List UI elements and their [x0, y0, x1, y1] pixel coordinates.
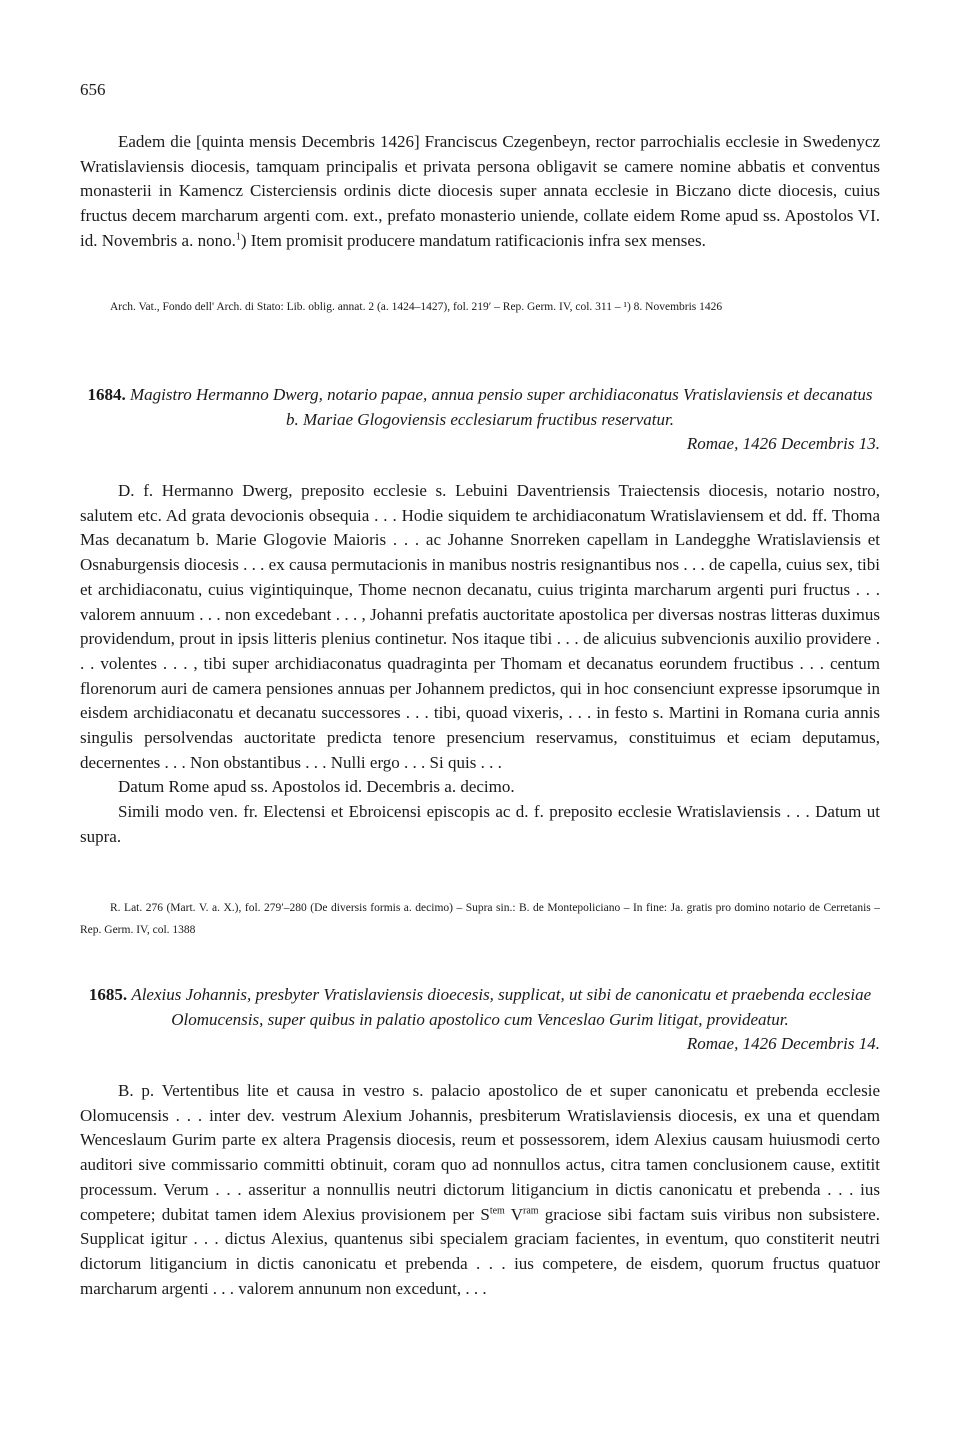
entry-number: 1684.	[87, 385, 126, 404]
intro-paragraph	[80, 130, 880, 254]
intro-text: Eadem die [quinta mensis Decembris 1426] Franciscus Czegenbeyn, rector parrochialis ecclesie in Swedenycz Wratislaviensis diocesis, tamquam principalis et privata persona obligavit se camere nomine abbatis et conventus monasterii in Kamencz Cisterciensis ordinis dicte diocesis super annata ecclesie in Biczano dicte diocesis, cuius fructus decem marcharum argenti com. ext., prefato monasterio uniende, collate eidem Rome apud ss. Apostolos VI. id. Novembris a. nono.	[80, 132, 880, 250]
entry-body	[80, 1079, 880, 1301]
entry-1684-source	[80, 897, 880, 941]
entry-title: Alexius Johannis, presbyter Vratislaviensis dioecesis, supplicat, ut sibi de canonicatu et praebenda ecclesiae Olomucensis, super quibus in palatio apostolico cum Venceslao Gurim litigat, provideatur.	[131, 985, 872, 1029]
entry-1684-heading	[80, 383, 880, 457]
body-text: graciose sibi factam suis viribus non subsistere. Supplicat igitur . . . dictus Alexius, quantenus sibi specialem graciam facientes, in eventum, quo constiterit neutri dictorum litigancium in dictis canonicatu et prebenda . . . ius competere, de eisdem, quorum fructus quatuor marcharum argenti . . . valorem annunum non excedunt, . . .	[80, 1204, 880, 1298]
entry-1684-body	[80, 479, 880, 850]
intro-source-note	[80, 296, 880, 318]
entry-title: Magistro Hermanno Dwerg, notario papae, annua pensio super archidiaconatus Vratislaviensis et decanatus b. Mariae Glogoviensis ecclesiarum fructibus reservatur.	[130, 385, 873, 429]
source-note: R. Lat. 276 (Mart. V. a. X.), fol. 279′–280 (De diversis formis a. decimo) – Supra sin.: B. de Montepoliciano – In fine: Ja. gratis pro domino notario de Cerretanis – Rep. Germ. IV, col. 1388	[80, 902, 880, 936]
entry-heading	[80, 983, 880, 1032]
entry-1685-heading	[80, 983, 880, 1057]
superscript: ram	[523, 1204, 539, 1216]
datum-line: Datum Rome apud ss. Apostolos id. Decembris a. decimo.	[118, 777, 515, 797]
page-number: 656	[80, 80, 106, 99]
place-date: Romae, 1426 Decembris 14.	[686, 1034, 880, 1053]
body-text: V	[504, 1204, 524, 1224]
simili-paragraph: Simili modo ven. fr. Electensi et Ebroicensi episcopis ac d. f. preposito ecclesie Wratislaviensis . . . Datum ut supra.	[80, 802, 880, 846]
entry-number: 1685.	[88, 985, 128, 1004]
superscript: tem	[489, 1204, 505, 1216]
intro-section	[80, 130, 880, 254]
place-date: Romae, 1426 Decembris 13.	[686, 434, 880, 453]
entry-1685-body	[80, 1079, 880, 1301]
entry-body: D. f. Hermanno Dwerg, preposito ecclesie s. Lebuini Daventriensis Traiectensis diocesis, notario nostro, salutem etc. Ad grata devocionis obsequia . . . Hodie siquidem te archidiaconatum Wratislaviensem et dd. ff. Thoma Mas decanatum b. Marie Glogovie Maioris . . . ac Johanne Snorreken capellam in Landegghe Wratislaviensis et Osnaburgensis diocesis . . . ex causa permutacionis in manibus nostris resignantibus nos . . . de capella, cuius sex, tibi et archidiaconatu, cuius vigintiquinque, Thome necnon decanatu, cuius triginta marcharum argenti puri fructus . . . valorem annuum . . . non excedebant . . . , Johanni prefatis auctoritate apostolica per diversas nostras litteras duximus providendum, prout in ipsis litteris plenius continetur. Nos itaque tibi . . . de alicuius subvencionis auxilio providere . . . volentes . . . , tibi super archidiaconatus quadraginta per Thomam et decanatus eorundem fructibus . . . centum florenorum auri de camera pensiones annuas per Johannem predictos, qui in hoc consenciunt expresse ipsorumque in eisdem archidiaconatu et decanatu successores . . . tibi, quoad vixeris, . . . in festo s. Martini in Romana curia annis singulis persolvendas auctoritate predicta tenore presencium reservamus, constituimus et eciam deputamus, decernentes . . . Non obstantibus . . . Nulli ergo . . . Si quis . . .	[80, 481, 880, 772]
intro-text-after: ) Item promisit producere mandatum ratificacionis infra sex menses.	[240, 230, 706, 250]
entry-heading	[80, 383, 880, 432]
body-text: B. p. Vertentibus lite et causa in vestro s. palacio apostolico de et super canonicatu et prebenda ecclesie Olomucensis . . . inter dev. vestrum Alexium Johannis, presbiterum Wratislaviensis diocesis, ex una et quendam Wenceslaum Gurim parte ex altera Pragensis diocesis, reum et possessorem, idem Alexius causam huiusmodi certo auditori sive commissario committi obtinuit, coram quo ad nonnullos actus, citra tamen conclusionem cause, extitit processum. Verum . . . asseritur a nonnullis neutri dictorum litigancium in dictis canonicatu et prebenda . . . ius competere; dubitat tamen idem Alexius provisionem per S	[80, 1081, 880, 1224]
footnote-mark: 1	[235, 231, 241, 243]
source-note: Arch. Vat., Fondo dell' Arch. di Stato: Lib. oblig. annat. 2 (a. 1424–1427), fol. 219′ – Rep. Germ. IV, col. 311 – ¹) 8. Novembris 1426	[110, 301, 723, 313]
